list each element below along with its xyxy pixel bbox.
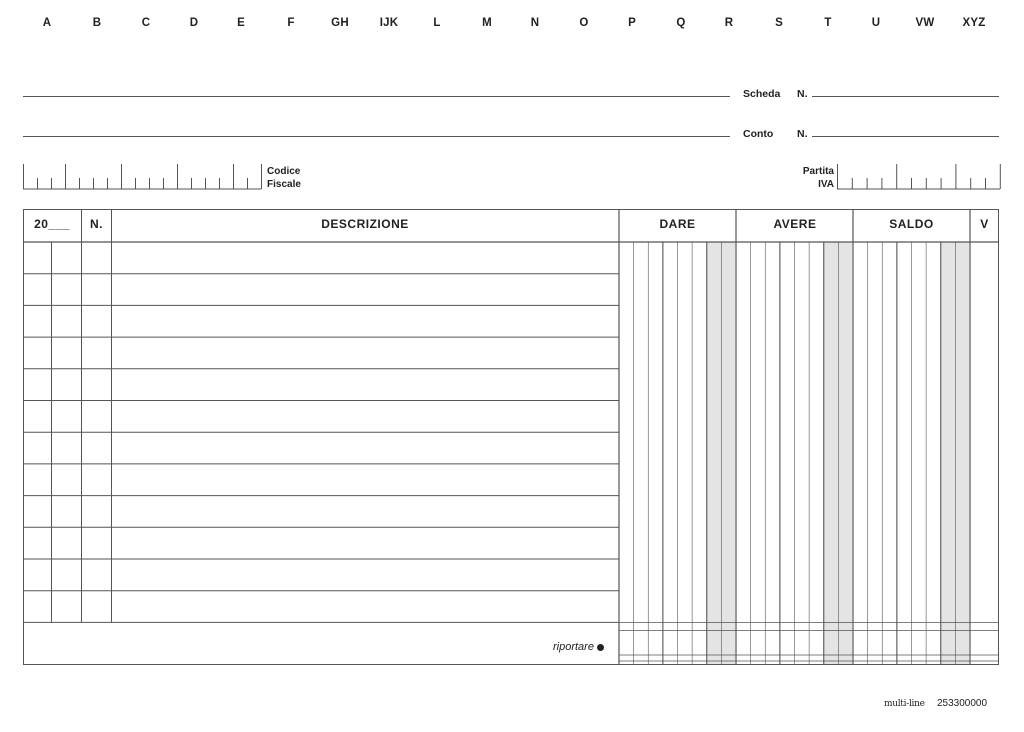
conto-label: Conto <box>743 128 774 140</box>
index-tab-m[interactable]: M <box>482 17 492 29</box>
index-tab-l[interactable]: L <box>433 17 441 29</box>
account-name-line-2 <box>23 136 730 137</box>
codice-fiscale-label <box>267 165 301 191</box>
scheda-label: Scheda <box>743 88 781 100</box>
ledger-border <box>24 210 999 665</box>
riportare-text: riportare <box>553 641 594 653</box>
description-column-header: DESCRIZIONE <box>321 217 409 231</box>
conto-number-label: N. <box>797 128 808 140</box>
cents-shade <box>707 242 735 665</box>
index-tab-u[interactable]: U <box>871 17 881 29</box>
index-tab-a[interactable]: A <box>42 17 52 29</box>
conto-number-line <box>812 136 999 137</box>
index-tab-b[interactable]: B <box>92 17 102 29</box>
number-column-header: N. <box>90 217 103 231</box>
codice-fiscale-boxes[interactable] <box>23 164 263 190</box>
scheda-number-label: N. <box>797 88 808 100</box>
index-tab-p[interactable]: P <box>628 17 636 29</box>
ledger-table[interactable] <box>23 209 999 665</box>
index-tab-xyz[interactable]: XYZ <box>962 17 986 29</box>
avere-column-header: AVERE <box>773 217 817 231</box>
product-code: 253300000 <box>937 698 988 709</box>
scheda-number-line <box>812 96 999 97</box>
index-tab-vw[interactable]: VW <box>915 17 935 29</box>
index-tab-f[interactable]: F <box>287 17 295 29</box>
index-tab-e[interactable]: E <box>237 17 245 29</box>
index-tab-t[interactable]: T <box>824 17 832 29</box>
account-name-line-1 <box>23 96 730 97</box>
index-tab-d[interactable]: D <box>189 17 199 29</box>
year-column-header: 20___ <box>34 217 70 231</box>
partita-iva-label <box>796 165 834 191</box>
saldo-column-header: SALDO <box>889 217 934 231</box>
index-tab-r[interactable]: R <box>724 17 734 29</box>
codice-label: Codice <box>267 166 301 177</box>
iva-label: IVA <box>818 179 834 190</box>
index-tab-ijk[interactable]: IJK <box>379 17 399 29</box>
cents-shade <box>941 242 969 665</box>
index-tab-o[interactable]: O <box>579 17 589 29</box>
index-tab-s[interactable]: S <box>775 17 783 29</box>
partita-iva-boxes[interactable] <box>837 164 1001 190</box>
carry-bullet-icon <box>597 644 604 651</box>
v-column-header: V <box>980 217 989 231</box>
partita-label: Partita <box>802 166 834 177</box>
carry-forward-label <box>553 641 604 653</box>
index-tab-c[interactable]: C <box>141 17 151 29</box>
brand-logo: multi-line <box>884 699 925 709</box>
index-tab-n[interactable]: N <box>530 17 540 29</box>
dare-column-header: DARE <box>659 217 696 231</box>
index-tab-q[interactable]: Q <box>676 17 686 29</box>
fiscale-label: Fiscale <box>267 179 301 190</box>
index-tab-gh[interactable]: GH <box>331 17 349 29</box>
cents-shade <box>824 242 852 665</box>
